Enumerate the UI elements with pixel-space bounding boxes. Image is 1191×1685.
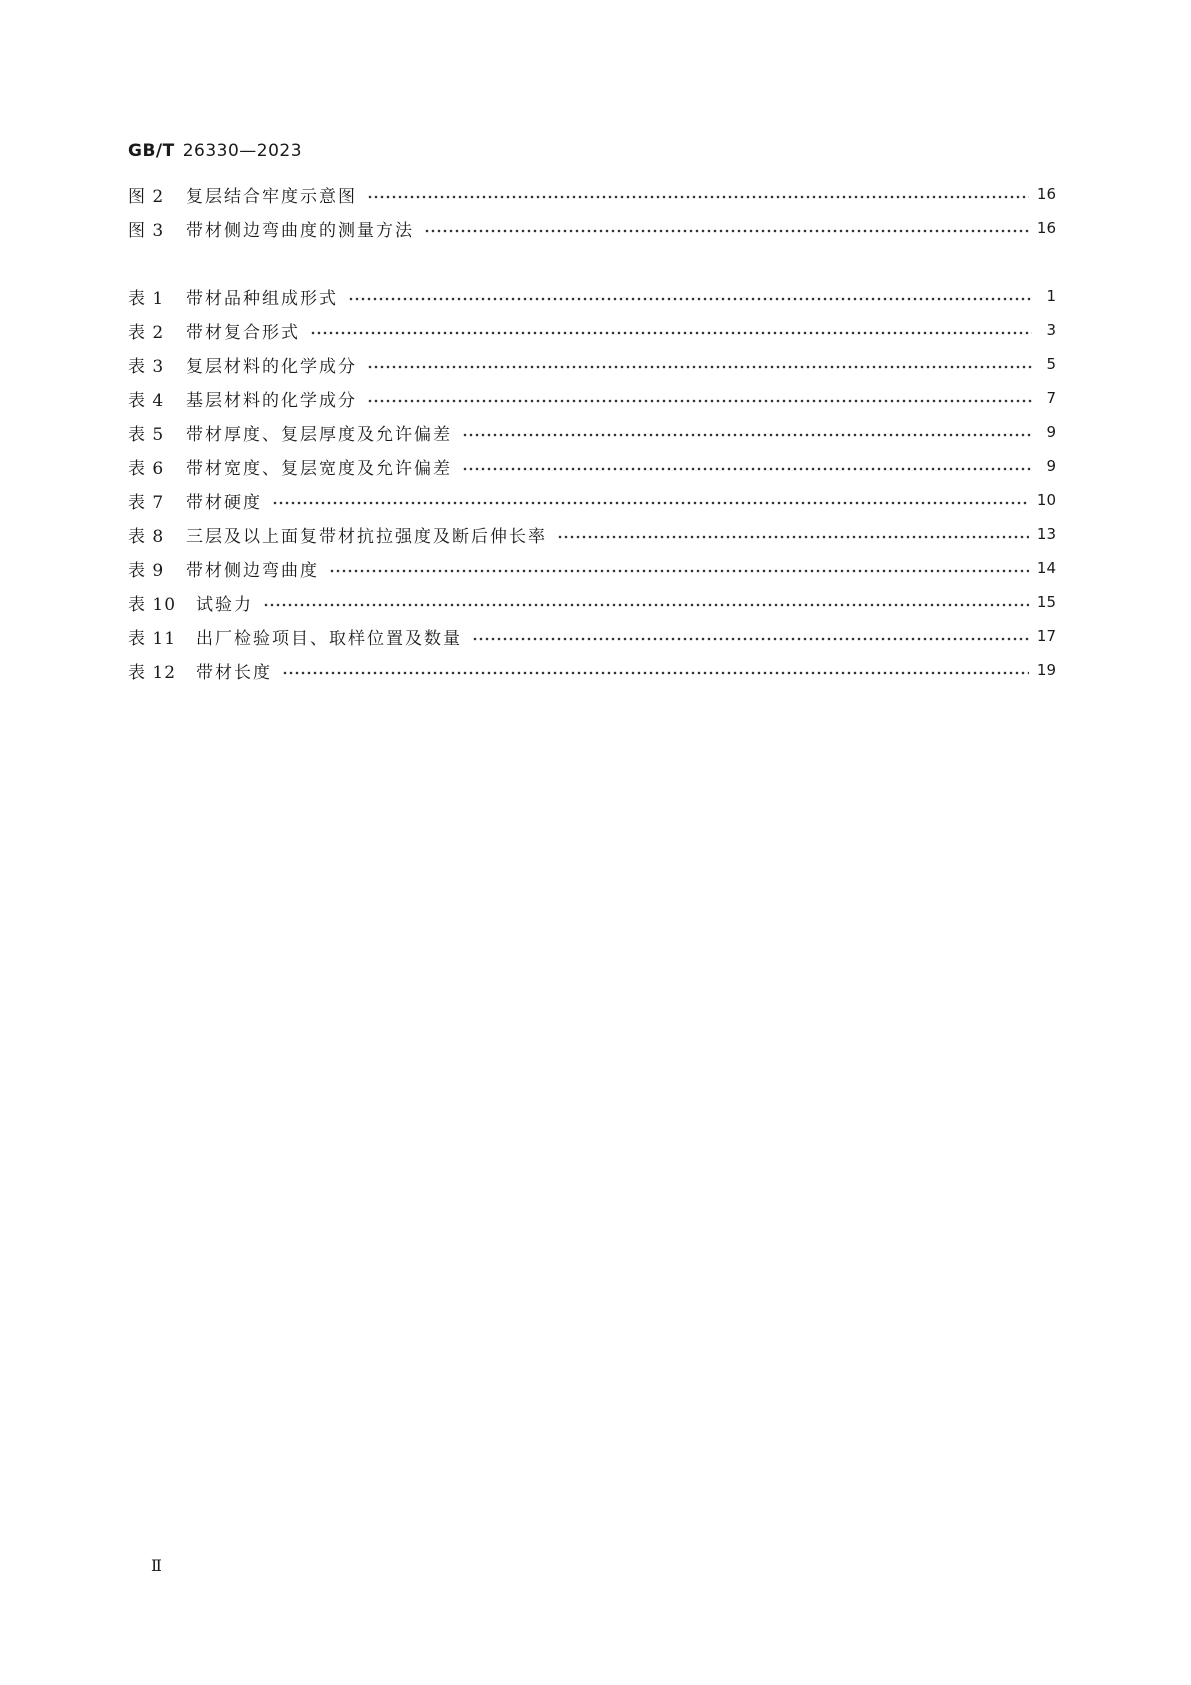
toc-entry-table-11[interactable]	[128, 623, 1056, 649]
dot-leader	[367, 192, 1029, 202]
dot-leader	[310, 328, 1032, 338]
toc-entry-table-7[interactable]	[128, 487, 1056, 513]
entry-page-number: 14	[1036, 559, 1056, 577]
entry-label: 表 10	[128, 594, 177, 615]
dot-leader	[424, 226, 1029, 236]
toc-entry-table-10[interactable]	[128, 589, 1056, 615]
dot-leader	[263, 600, 1029, 610]
dot-leader	[557, 532, 1029, 542]
toc-entry-table-4[interactable]	[128, 385, 1056, 411]
entry-label: 表 8	[128, 526, 165, 547]
entry-title: 试验力	[196, 594, 253, 615]
entry-page-number: 16	[1036, 219, 1056, 237]
entry-page-number: 10	[1036, 491, 1056, 509]
standard-prefix: GB/T	[128, 141, 175, 161]
entry-label: 图 2	[128, 186, 165, 207]
toc-entry-table-9[interactable]	[128, 555, 1056, 581]
dot-leader	[348, 294, 1032, 304]
entry-label: 表 9	[128, 560, 165, 581]
dot-leader	[272, 498, 1029, 508]
dot-leader	[282, 668, 1029, 678]
toc-entry-table-1[interactable]	[128, 283, 1056, 309]
entry-page-number: 5	[1046, 355, 1056, 373]
entry-label: 表 2	[128, 322, 165, 343]
toc-entry-figure-3[interactable]	[128, 215, 1056, 241]
entry-page-number: 13	[1036, 525, 1056, 543]
entry-title: 带材侧边弯曲度	[186, 560, 319, 581]
dot-leader	[462, 464, 1032, 474]
entry-page-number: 9	[1046, 423, 1056, 441]
toc-entry-table-3[interactable]	[128, 351, 1056, 377]
entry-label: 表 12	[128, 662, 177, 683]
entry-title: 三层及以上面复带材抗拉强度及断后伸长率	[186, 526, 547, 547]
entry-label: 表 7	[128, 492, 165, 513]
entry-title: 出厂检验项目、取样位置及数量	[196, 628, 462, 649]
entry-title: 复层材料的化学成分	[186, 356, 357, 377]
entry-label: 表 4	[128, 390, 165, 411]
entry-page-number: 1	[1046, 287, 1056, 305]
entry-page-number: 3	[1046, 321, 1056, 339]
entry-label: 表 6	[128, 458, 165, 479]
entry-page-number: 15	[1036, 593, 1056, 611]
dot-leader	[329, 566, 1029, 576]
entry-label: 表 1	[128, 288, 165, 309]
entry-page-number: 16	[1036, 185, 1056, 203]
entry-label: 表 5	[128, 424, 165, 445]
dot-leader	[367, 396, 1032, 406]
entry-page-number: 19	[1036, 661, 1056, 679]
toc-entry-table-8[interactable]	[128, 521, 1056, 547]
standard-number: 26330—2023	[182, 141, 303, 161]
dot-leader	[472, 634, 1029, 644]
entry-page-number: 7	[1046, 389, 1056, 407]
entry-title: 带材侧边弯曲度的测量方法	[186, 220, 414, 241]
standard-code	[128, 141, 302, 161]
entry-title: 带材长度	[196, 662, 272, 683]
page-number-roman: Ⅱ	[151, 1556, 162, 1575]
entry-title: 基层材料的化学成分	[186, 390, 357, 411]
entry-title: 带材宽度、复层宽度及允许偏差	[186, 458, 452, 479]
toc-entry-figure-2[interactable]	[128, 181, 1056, 207]
entry-title: 带材厚度、复层厚度及允许偏差	[186, 424, 452, 445]
toc-entry-table-2[interactable]	[128, 317, 1056, 343]
entry-label: 图 3	[128, 220, 165, 241]
entry-page-number: 17	[1036, 627, 1056, 645]
entry-label: 表 3	[128, 356, 165, 377]
entry-label: 表 11	[128, 628, 177, 649]
dot-leader	[367, 362, 1032, 372]
toc-entry-table-6[interactable]	[128, 453, 1056, 479]
entry-title: 复层结合牢度示意图	[186, 186, 357, 207]
entry-title: 带材品种组成形式	[186, 288, 338, 309]
dot-leader	[462, 430, 1032, 440]
toc-entry-table-12[interactable]	[128, 657, 1056, 683]
entry-title: 带材硬度	[186, 492, 262, 513]
toc-entry-table-5[interactable]	[128, 419, 1056, 445]
entry-title: 带材复合形式	[186, 322, 300, 343]
entry-page-number: 9	[1046, 457, 1056, 475]
